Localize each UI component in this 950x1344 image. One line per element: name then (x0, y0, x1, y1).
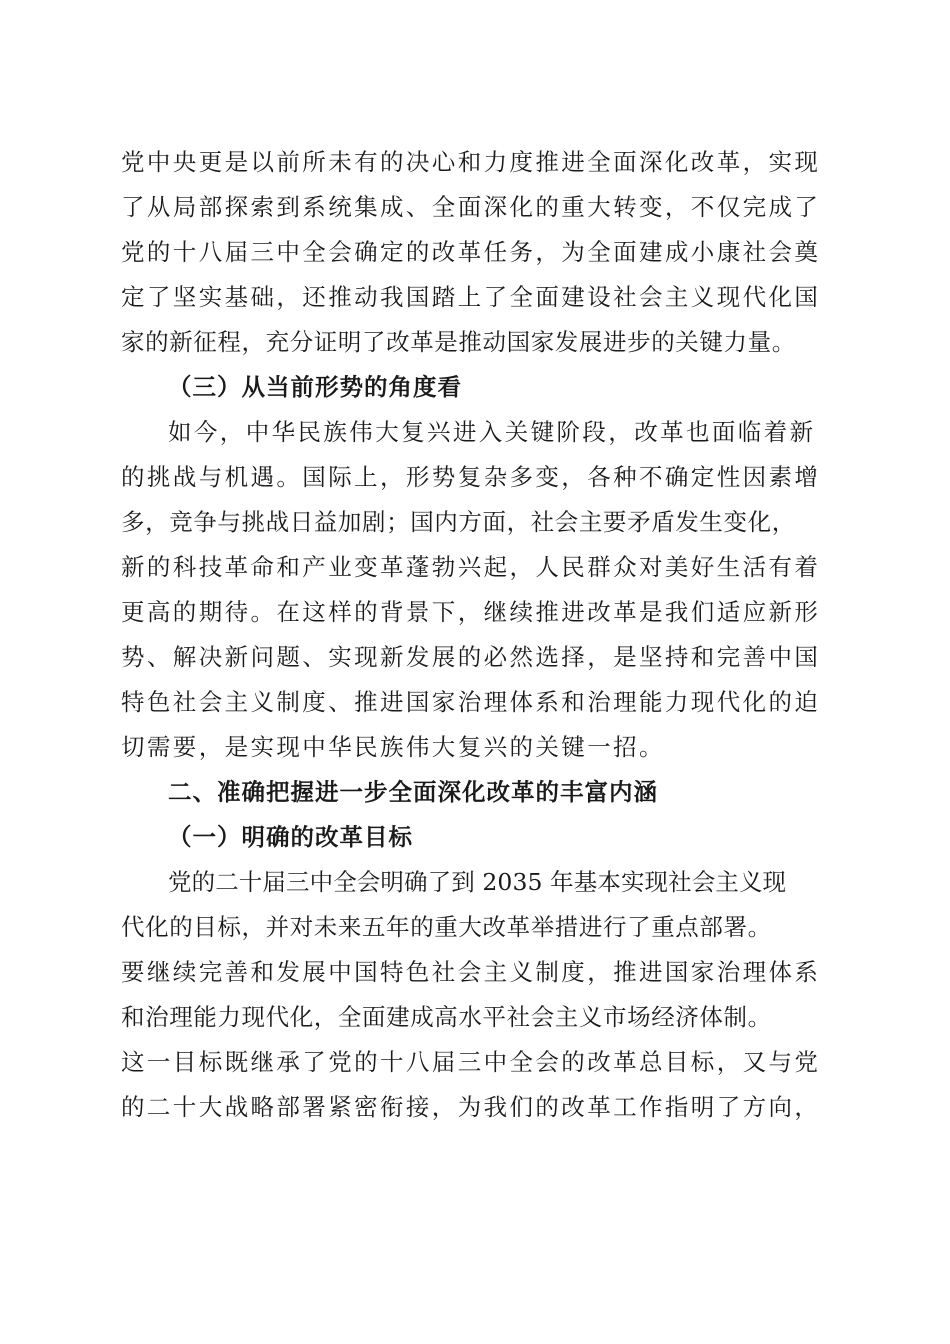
paragraph-line: 如今，中华民族伟大复兴进入关键阶段，改革也面临着新 (168, 418, 816, 446)
paragraph-line: 的二十大战略部署紧密衔接，为我们的改革工作指明了方向， (121, 1093, 821, 1121)
paragraph-line: 这一目标既继承了党的十八届三中全会的改革总目标，又与党 (121, 1048, 821, 1076)
section-heading-1: （一）明确的改革目标 (168, 823, 413, 851)
paragraph-line: 家的新征程，充分证明了改革是推动国家发展进步的关键力量。 (121, 328, 796, 356)
paragraph-line: 代化的目标，并对未来五年的重大改革举措进行了重点部署。 (121, 913, 772, 941)
paragraph-line: 更高的期待。在这样的背景下，继续推进改革是我们适应新形 (121, 598, 821, 626)
paragraph-line: 党中央更是以前所未有的决心和力度推进全面深化改革，实现 (121, 148, 821, 176)
section-heading-3: （三）从当前形势的角度看 (168, 373, 462, 401)
paragraph-line: 要继续完善和发展中国特色社会主义制度，推进国家治理体系 (121, 958, 821, 986)
paragraph-line: 切需要，是实现中华民族伟大复兴的关键一招。 (121, 733, 665, 761)
paragraph-line: 党的二十届三中全会明确了到 2035 年基本实现社会主义现 (168, 868, 787, 896)
chapter-heading-2: 二、准确把握进一步全面深化改革的丰富内涵 (168, 778, 658, 806)
paragraph-line: 势、解决新问题、实现新发展的必然选择，是坚持和完善中国 (121, 643, 821, 671)
paragraph-line: 新的科技革命和产业变革蓬勃兴起，人民群众对美好生活有着 (121, 553, 821, 581)
paragraph-line: 的挑战与机遇。国际上，形势复杂多变，各种不确定性因素增 (121, 463, 821, 491)
paragraph-line: 多，竞争与挑战日益加剧；国内方面，社会主要矛盾发生变化， (121, 508, 796, 536)
paragraph-line: 党的十八届三中全会确定的改革任务，为全面建成小康社会奠 (121, 238, 821, 266)
paragraph-line: 和治理能力现代化，全面建成高水平社会主义市场经济体制。 (121, 1003, 772, 1031)
paragraph-line: 定了坚实基础，还推动我国踏上了全面建设社会主义现代化国 (121, 283, 821, 311)
paragraph-line: 特色社会主义制度、推进国家治理体系和治理能力现代化的迫 (121, 688, 821, 716)
document-page (121, 140, 821, 1130)
paragraph-line: 了从局部探索到系统集成、全面深化的重大转变，不仅完成了 (121, 193, 821, 221)
